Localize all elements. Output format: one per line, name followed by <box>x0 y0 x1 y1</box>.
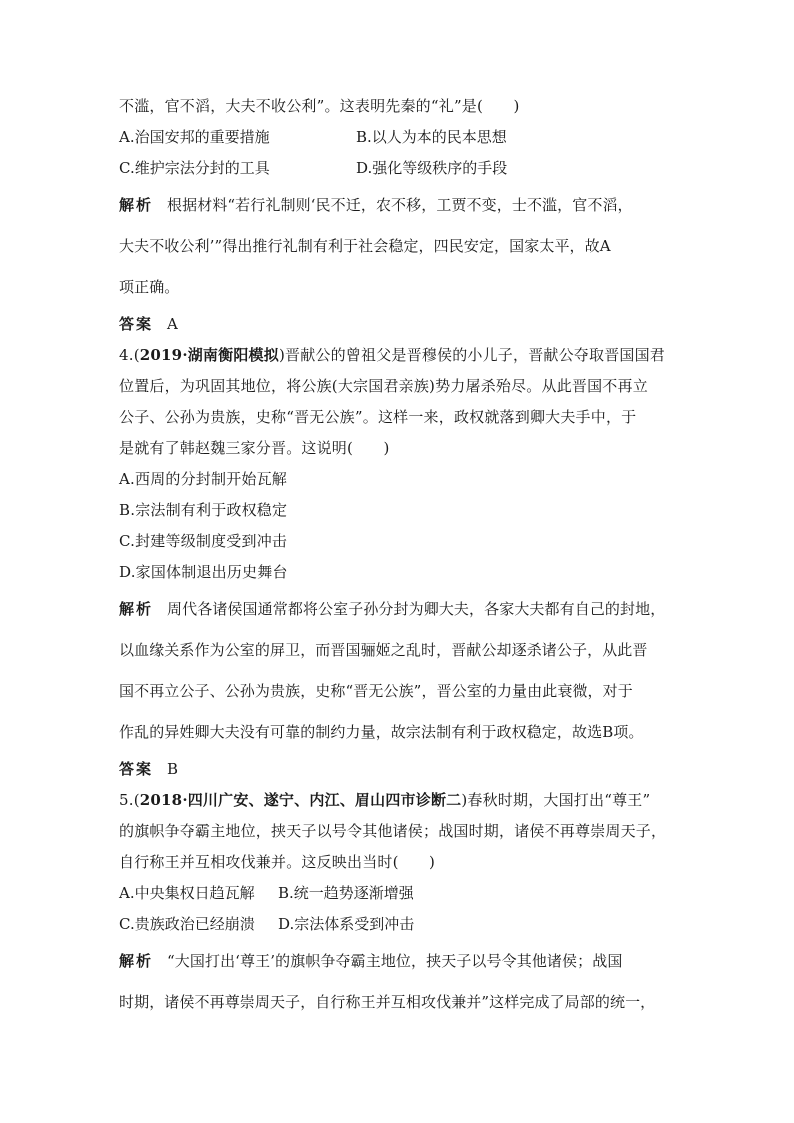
q5-option-b: B.统一趋势逐渐增强 <box>278 884 414 902</box>
q5-stem-line-1: 5.(2018·四川广安、遂宁、内江、眉山四市诊断二)春秋时期，大国打出“尊王” <box>119 791 651 809</box>
q3-explanation-line-3: 项正确。 <box>119 278 180 296</box>
q5-option-d: D.宗法体系受到冲击 <box>278 915 415 933</box>
q4-option-b: B.宗法制有利于政权稳定 <box>119 501 288 519</box>
q4-stem-line-3: 公子、公孙为贵族，史称“晋无公族”。这样一来，政权就落到卿大夫手中，于 <box>119 408 637 426</box>
q3-option-c: C.维护宗法分封的工具 <box>119 159 270 177</box>
q4-stem-line-4: 是就有了韩赵魏三家分晋。这说明( ) <box>119 439 390 457</box>
q5-explanation-line-1: 解析 “大国打出‘尊王’的旗帜争夺霸主地位，挟天子以号令其他诸侯；战国 <box>119 952 623 970</box>
q4-option-c: C.封建等级制度受到冲击 <box>119 532 288 550</box>
question-source: 2018·四川广安、遂宁、内江、眉山四市诊断二 <box>139 791 462 809</box>
answer-label: 答案 <box>119 760 154 778</box>
q3-stem-tail: 不滥，官不滔，大夫不收公利”。这表明先秦的“礼”是( ) <box>119 97 520 115</box>
q4-option-a: A.西周的分封制开始瓦解 <box>119 470 288 488</box>
q3-answer <box>119 314 178 334</box>
explanation-label: 解析 <box>119 952 154 970</box>
q3-option-d: D.强化等级秩序的手段 <box>356 159 508 177</box>
q4-answer <box>119 759 178 779</box>
question-source: 2019·湖南衡阳模拟 <box>139 346 279 364</box>
question-number: 4.( <box>119 346 140 364</box>
q3-explanation-line-2: 大夫不收公利’”得出推行礼制有利于社会稳定，四民安定，国家太平，故A <box>119 237 611 255</box>
q3-explanation-line-1: 解析 根据材料“若行礼制则‘民不迁，农不移，工贾不变，士不滥，官不滔， <box>119 196 633 214</box>
answer-value: A <box>167 315 179 333</box>
q3-option-a: A.治国安邦的重要措施 <box>119 128 270 146</box>
q4-stem-line-2: 位置后，为巩固其地位，将公族(大宗国君亲族)势力屠杀殆尽。从此晋国不再立 <box>119 377 648 395</box>
q4-explanation-line-4: 作乱的异姓卿大夫没有可靠的制约力量，故宗法制有利于政权稳定，故选B项。 <box>119 723 644 741</box>
q5-stem-line-3: 自行称王并互相攻伐兼并。这反映出当时( ) <box>119 853 436 871</box>
q4-explanation-line-1: 解析 周代各诸侯国通常都将公室子孙分封为卿大夫，各家大夫都有自己的封地， <box>119 600 666 618</box>
q5-stem-line-2: 的旗帜争夺霸主地位，挟天子以号令其他诸侯；战国时期，诸侯不再尊崇周天子， <box>119 822 667 840</box>
answer-value: B <box>167 760 179 778</box>
answer-label: 答案 <box>119 315 154 333</box>
q4-stem-line-1: 4.(2019·湖南衡阳模拟)晋献公的曾祖父是晋穆侯的小儿子，晋献公夺取晋国国君 <box>119 346 665 364</box>
q5-option-a: A.中央集权日趋瓦解 <box>119 884 255 902</box>
q4-explanation-line-2: 以血缘关系作为公室的屏卫，而晋国骊姬之乱时，晋献公却逐杀诸公子，从此晋 <box>119 641 648 659</box>
q5-option-c: C.贵族政治已经崩溃 <box>119 915 255 933</box>
explanation-label: 解析 <box>119 600 154 618</box>
q4-explanation-line-3: 国不再立公子、公孙为贵族，史称“晋无公族”，晋公室的力量由此衰微，对于 <box>119 682 633 700</box>
explanation-label: 解析 <box>119 196 154 214</box>
q4-option-d: D.家国体制退出历史舞台 <box>119 563 288 581</box>
q3-option-b: B.以人为本的民本思想 <box>356 128 507 146</box>
q5-explanation-line-2: 时期，诸侯不再尊崇周天子，自行称王并互相攻伐兼并”这样完成了局部的统一， <box>119 993 656 1011</box>
question-number: 5.( <box>119 791 140 809</box>
